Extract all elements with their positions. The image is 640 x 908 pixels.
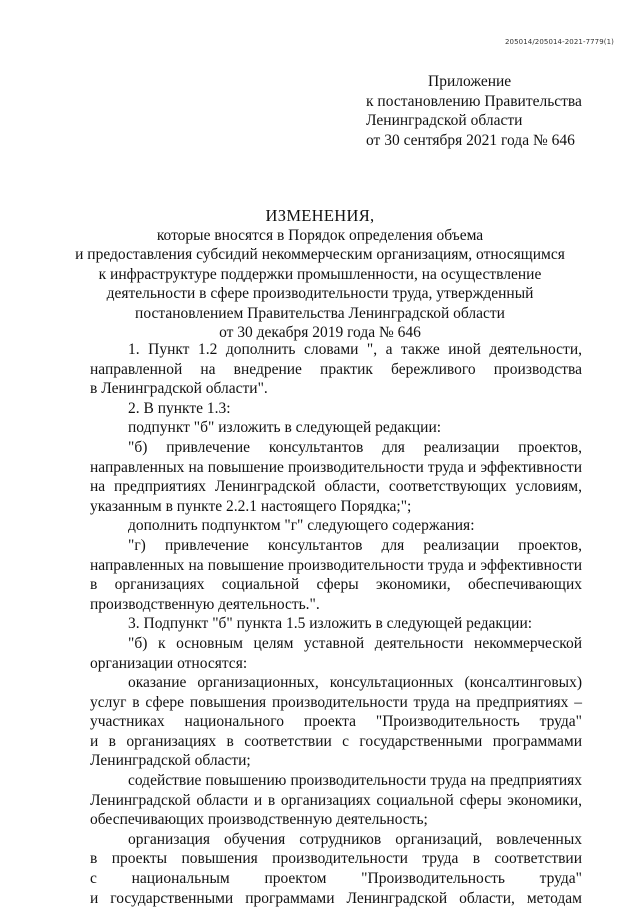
title-line: от 30 декабря 2019 года № 646 bbox=[219, 324, 421, 341]
body-line: содействие повышению производительности труда на предприятиях bbox=[128, 772, 582, 790]
body-line: "б) к основным целям уставной деятельности некоммерческой bbox=[128, 634, 582, 652]
body-line: Ленинградской области; bbox=[90, 752, 251, 770]
body-line: обеспечивающих производственную деятельность; bbox=[90, 811, 428, 829]
body-line: в Ленинградской области". bbox=[90, 380, 268, 398]
document-title bbox=[60, 206, 580, 343]
body-line: направленных на повышение производительности труда и эффективности bbox=[90, 556, 582, 574]
title-line: которые вносятся в Порядок определения объема bbox=[156, 226, 484, 244]
body-line: подпункт "б" изложить в следующей редакции: bbox=[128, 419, 442, 437]
title-line: деятельности в сфере производительности труда, утвержденный bbox=[106, 285, 534, 302]
body-line: на предприятиях Ленинградской области, соответствующих условиям, bbox=[90, 478, 582, 496]
document-id: 205014/205014-2021-7779(1) bbox=[505, 38, 614, 46]
body-line: 1. Пункт 1.2 дополнить словами ", а также иной деятельности, bbox=[128, 341, 582, 358]
body-line: организации относятся: bbox=[90, 654, 248, 672]
body-line: и в организациях в соответствии с государственными программами bbox=[90, 732, 582, 750]
appendix-line: Ленинградской области bbox=[366, 112, 523, 129]
body-line: Ленинградской области и в организациях социальной сферы экономики, bbox=[90, 791, 582, 809]
body-line: 3. Подпункт "б" пункта 1.5 изложить в следующей редакции: bbox=[128, 615, 533, 633]
body-line: оказание организационных, консультационных (консалтинговых) bbox=[128, 674, 582, 692]
body-line: организация обучения сотрудников организаций, вовлеченных bbox=[128, 830, 582, 848]
body-line: и государственными программами Ленинградской области, методам bbox=[90, 889, 582, 907]
title-line: постановлением Правительства Ленинградской области bbox=[135, 304, 505, 322]
title-line: к инфраструктуре поддержки промышленности, на осуществление bbox=[98, 265, 542, 283]
title-line: и предоставления субсидий некоммерческим организациям, относящимся bbox=[75, 246, 565, 263]
body-line: услуг в сфере повышения производительности труда на предприятиях – bbox=[90, 693, 582, 711]
body-line: дополнить подпунктом "г" следующего содержания: bbox=[128, 517, 475, 535]
appendix-line: Приложение bbox=[428, 73, 512, 90]
document-body bbox=[90, 340, 582, 908]
body-line: в проекты повышения производительности труда в соответствии bbox=[90, 850, 582, 868]
body-line: 2. В пункте 1.3: bbox=[128, 399, 231, 417]
body-line: указанным в пункте 2.2.1 настоящего Порядка;"; bbox=[90, 497, 412, 515]
appendix-line: к постановлению Правительства bbox=[366, 92, 582, 110]
appendix-line: от 30 сентября 2021 года № 646 bbox=[366, 131, 575, 149]
body-line: с национальным проектом "Производительность труда" bbox=[90, 870, 582, 888]
body-line: "г) привлечение консультантов для реализации проектов, bbox=[128, 536, 582, 554]
appendix-header bbox=[366, 72, 626, 150]
body-line: производственную деятельность.". bbox=[90, 595, 320, 613]
body-line: направленных на повышение производительности труда и эффективности bbox=[90, 458, 582, 476]
title-heading: ИЗМЕНЕНИЯ, bbox=[265, 206, 375, 225]
body-line: участниках национального проекта "Производительность труда" bbox=[90, 713, 582, 731]
body-line: "б) привлечение консультантов для реализации проектов, bbox=[128, 438, 582, 456]
body-line: направленной на внедрение практик бережливого производства bbox=[90, 360, 582, 378]
body-line: в организациях социальной сферы экономики, обеспечивающих bbox=[90, 576, 582, 594]
